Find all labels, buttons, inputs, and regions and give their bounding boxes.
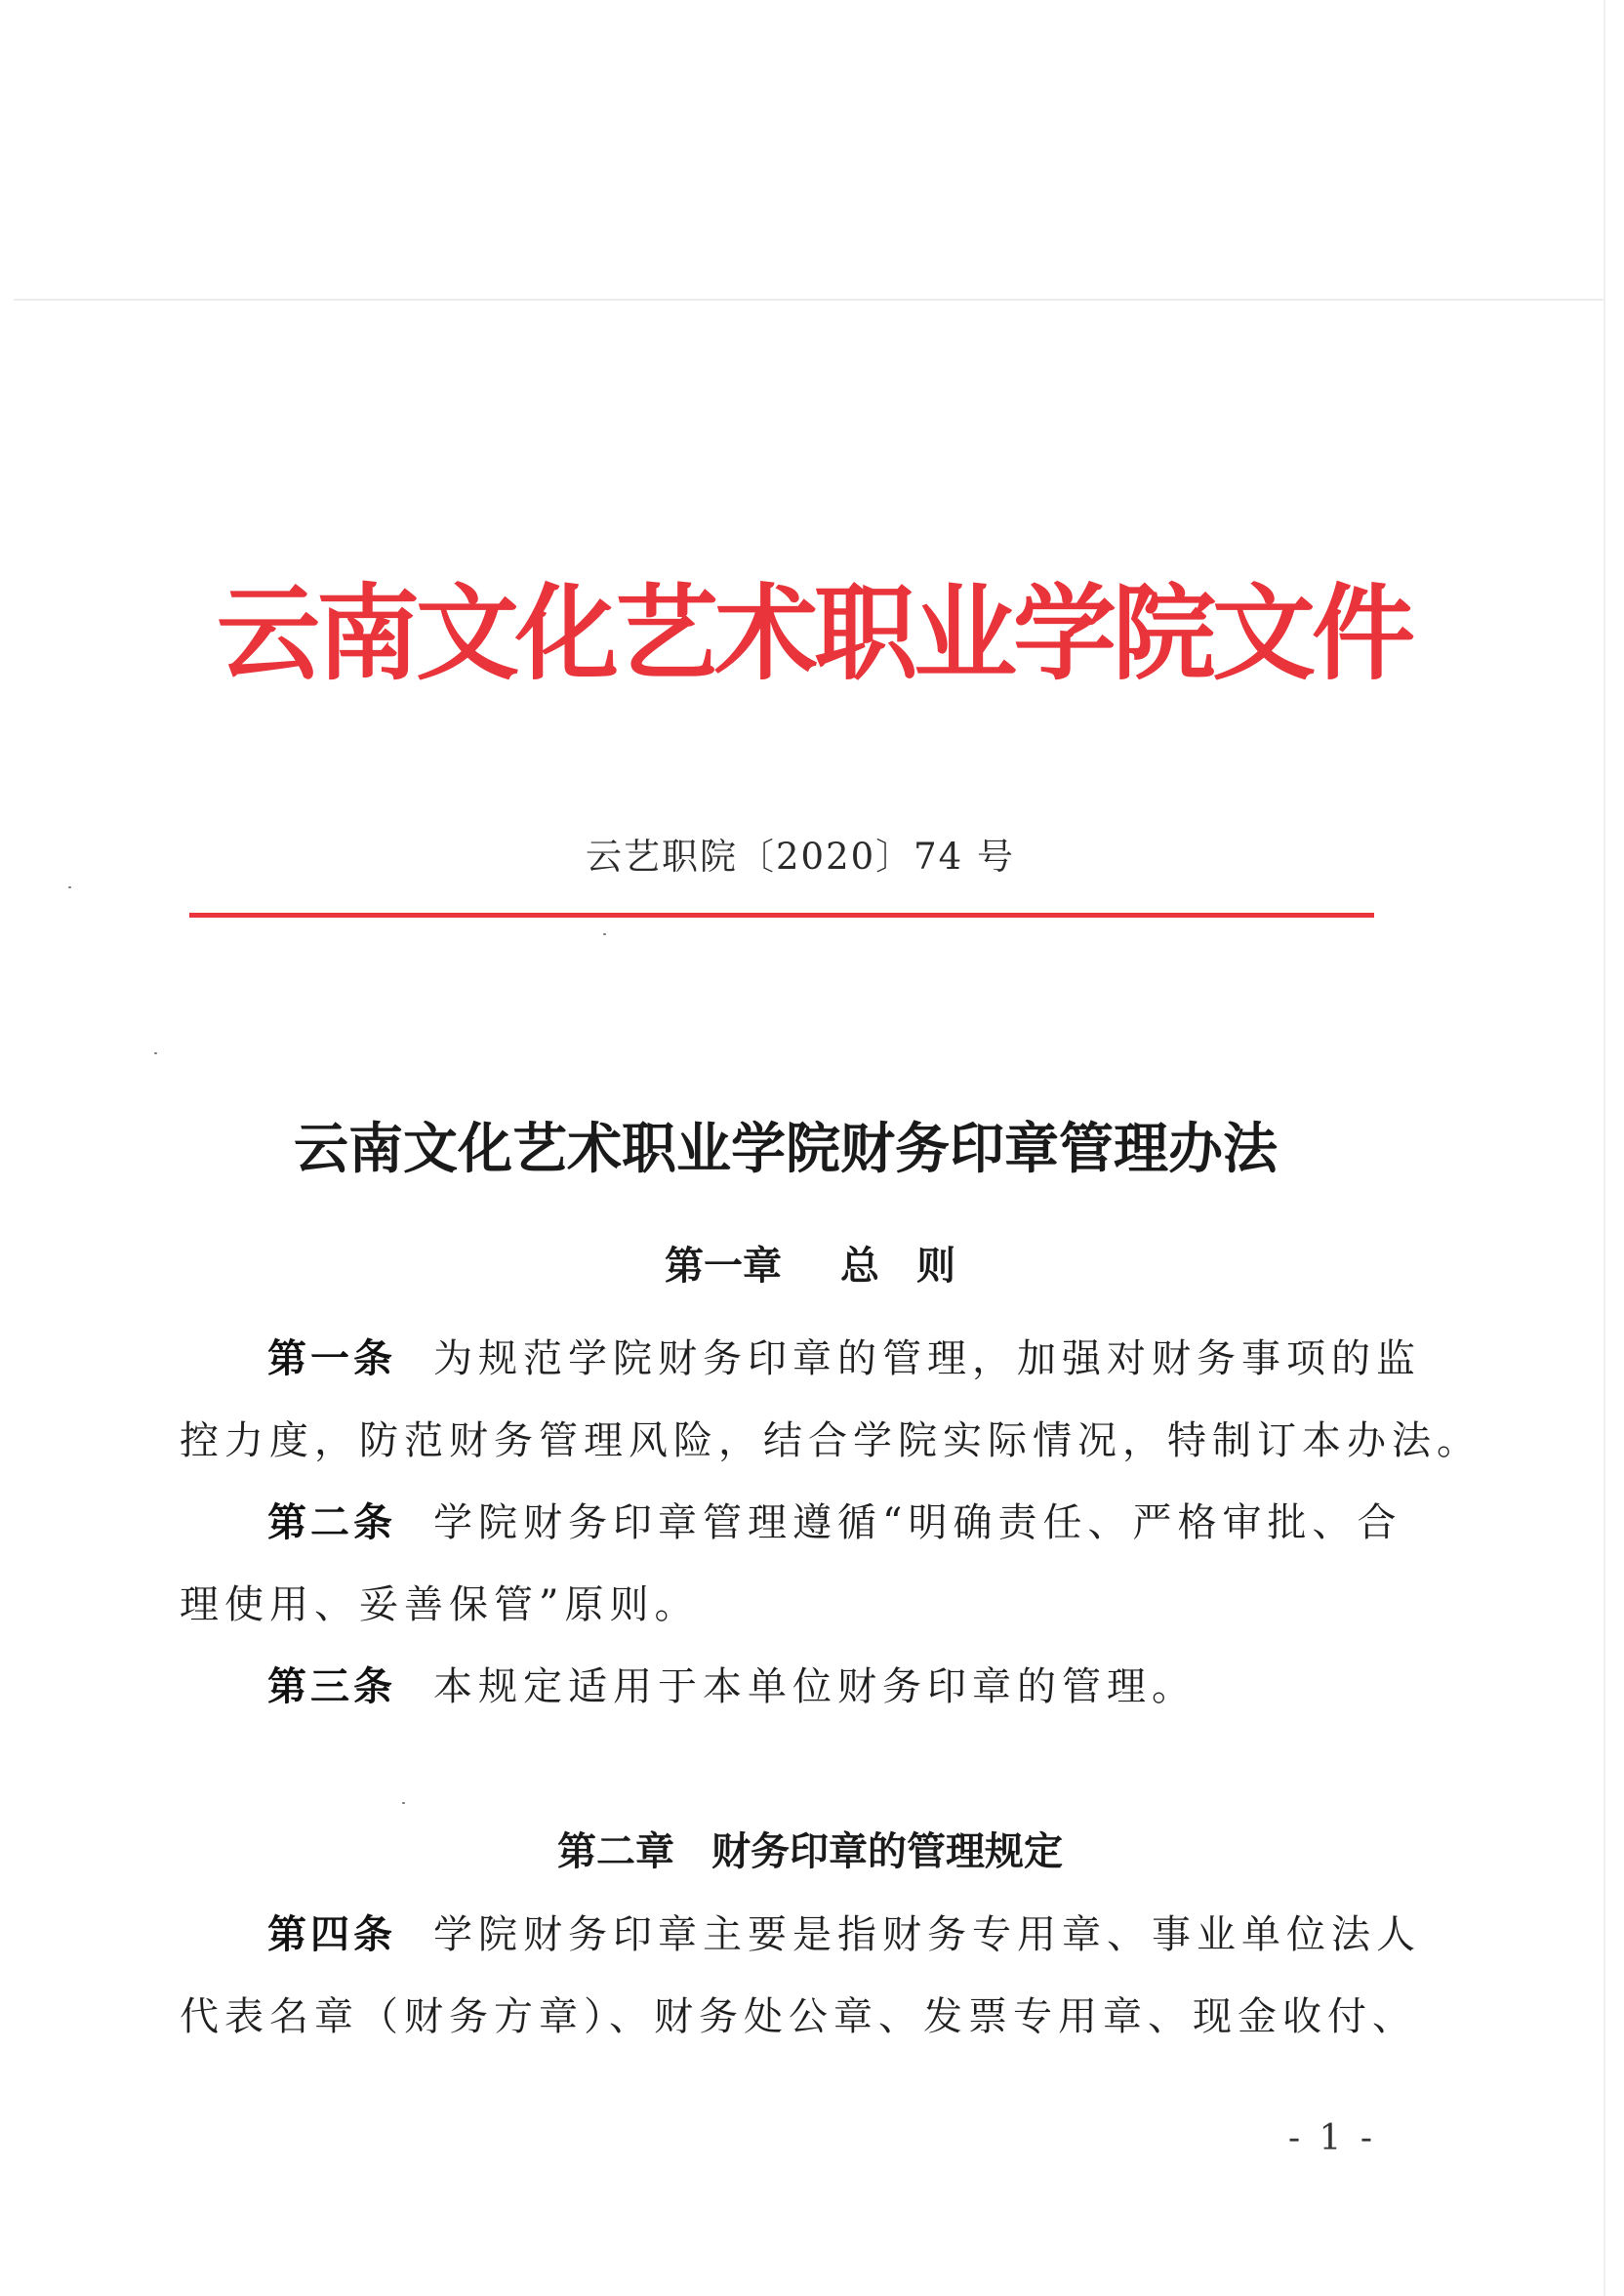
- article-4-label: 第四条: [267, 1912, 396, 1957]
- article-2-line-2: [180, 1566, 1390, 1644]
- document-title: 云南文化艺术职业学院财务印章管理办法: [294, 1117, 1278, 1181]
- article-3-label: 第三条: [267, 1664, 396, 1709]
- article-1-line-1: [267, 1320, 1478, 1398]
- article-4-text-2: 代表名章（财务方章）、财务处公章、发票专用章、现金收付、: [180, 1994, 1417, 2039]
- article-2-text-1: 学院财务印章管理遵循“明确责任、严格审批、合: [433, 1500, 1402, 1545]
- scan-edge-top: [14, 299, 1604, 301]
- chapter-2-number: 第二章: [557, 1829, 674, 1874]
- chapter-1-heading: [371, 1232, 1249, 1300]
- chapter-1-number: 第一章: [665, 1244, 782, 1289]
- article-1-line-2: [180, 1402, 1482, 1480]
- article-4-line-1: [267, 1896, 1478, 1974]
- article-3-text-1: 本规定适用于本单位财务印章的管理。: [433, 1664, 1197, 1709]
- article-4-line-2: [180, 1978, 1417, 2056]
- chapter-1-name-part1: 总: [840, 1244, 879, 1289]
- article-2-line-1: [267, 1484, 1478, 1562]
- scan-speck: [68, 886, 71, 888]
- article-1-text-2: 控力度，防范财务管理风险，结合学院实际情况，特制订本办法。: [180, 1418, 1482, 1463]
- article-4-text-1: 学院财务印章主要是指财务专用章、事业单位法人: [433, 1912, 1421, 1957]
- scan-speck: [154, 1052, 157, 1054]
- chapter-2-heading: [371, 1818, 1249, 1886]
- article-3-line-1: [267, 1648, 1478, 1726]
- article-2-label: 第二条: [267, 1500, 396, 1545]
- chapter-2-name: 财务印章的管理规定: [711, 1829, 1063, 1874]
- document-number: 云艺职院〔2020〕74 号: [585, 836, 1015, 878]
- article-2-text-2: 理使用、妥善保管”原则。: [180, 1582, 700, 1627]
- red-separator-rule: [189, 913, 1374, 918]
- scan-edge-right: [1604, 0, 1605, 2296]
- article-1-text-1: 为规范学院财务印章的管理，加强对财务事项的监: [433, 1336, 1421, 1381]
- header-file-title: 云南文化艺术职业学院文件: [217, 574, 1411, 694]
- chapter-1-name-part2: 则: [916, 1244, 955, 1289]
- scan-speck: [402, 1802, 405, 1804]
- article-1-label: 第一条: [267, 1336, 396, 1381]
- page-number: - 1 -: [1287, 2118, 1377, 2158]
- scan-speck: [603, 933, 606, 935]
